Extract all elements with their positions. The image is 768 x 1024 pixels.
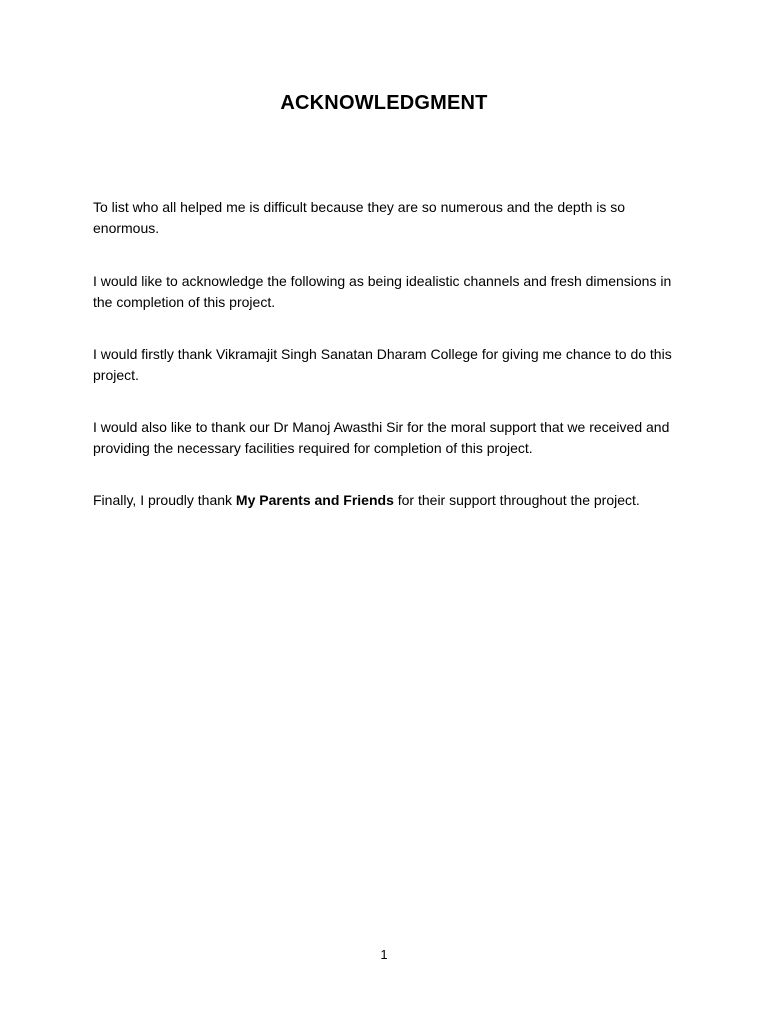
paragraph-4: I would also like to thank our Dr Manoj Awasthi Sir for the moral support that we received and providing the necessary facilities required for completion of this project.: [93, 419, 670, 456]
paragraph-5: [93, 490, 683, 511]
paragraph-5-bold: My Parents and Friends: [235, 492, 394, 508]
document-body: [93, 197, 683, 543]
paragraph-2: I would like to acknowledge the following as being idealistic channels and fresh dimensions in the completion of this project.: [93, 273, 672, 310]
paragraph-5-lead: Finally, I proudly thank: [93, 492, 236, 508]
paragraph-5-tail: for their support throughout the project.: [393, 492, 640, 508]
page-number: 1: [380, 947, 388, 962]
paragraph-1: To list who all helped me is difficult because they are so numerous and the depth is so enormous.: [93, 199, 626, 236]
paragraph-3: I would firstly thank Vikramajit Singh Sanatan Dharam College for giving me chance to do this project.: [93, 346, 672, 383]
page-title: ACKNOWLEDGMENT: [280, 92, 488, 114]
